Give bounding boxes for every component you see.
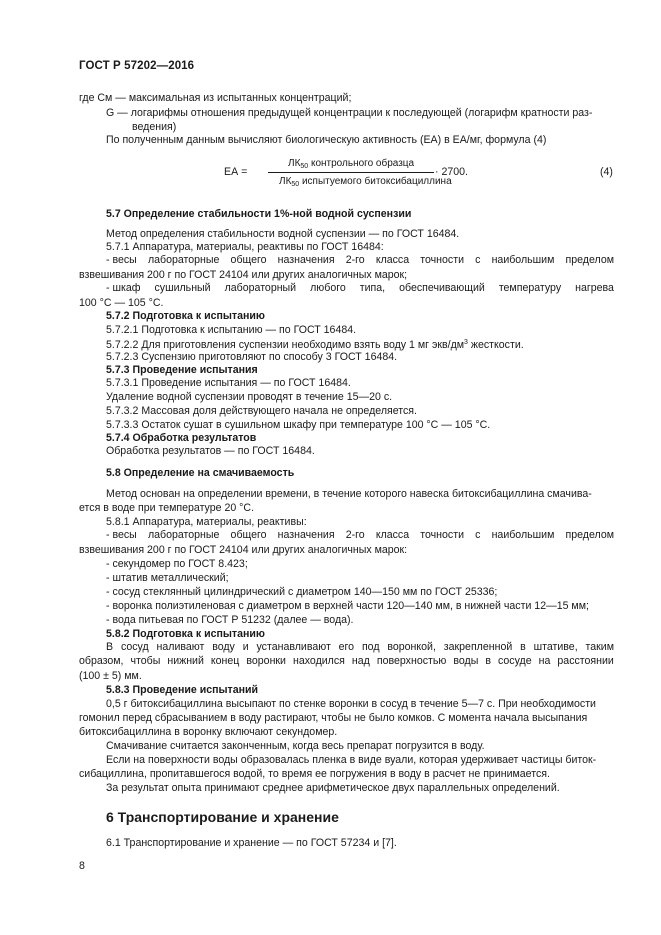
- page-number: 8: [79, 860, 85, 872]
- list-item: - штатив металлический;: [106, 572, 229, 584]
- list-item: - секундомер по ГОСТ 8.423;: [106, 558, 248, 570]
- formula-numerator: $ЛК_{50}$ контрольного образца: [288, 158, 415, 170]
- where-g-line1: G — логарифмы отношения предыдущей концентрации к последующей (логарифм кратности раз-: [106, 107, 593, 119]
- s5723: 5.7.2.3 Суспензию приготовляют по способу 3 ГОСТ 16484.: [106, 351, 398, 363]
- s58-scales-line1: - весы лабораторные общего назначения 2-го класса точности с наибольшим пределом: [106, 529, 614, 541]
- list-item: - сосуд стеклянный цилиндрический с диаметром 140—150 мм по ГОСТ 25336;: [106, 586, 498, 598]
- s5722: 5.7.2.2 Для приготовления суспензии необходимо взять воду 1 мг экв/$дм^3$ жесткости.: [106, 339, 524, 351]
- formula-denominator: $ЛК_{50}$ испытуемого битоксибациллина: [279, 176, 452, 188]
- subsection-5-8-3-title: 5.8.3 Проведение испытаний: [106, 684, 259, 696]
- s582-line3: (100 ± 5) мм.: [79, 670, 142, 682]
- s581: 5.8.1 Аппаратура, материалы, реактивы:: [106, 516, 307, 528]
- s582-line1: В сосуд наливают воду и устанавливают его под воронкой, закрепленной в штативе, таким: [106, 641, 614, 653]
- formula-multiplier: · 2700.: [435, 166, 468, 178]
- s5732: 5.7.3.2 Массовая доля действующего начала не определяется.: [106, 405, 417, 417]
- s57-oven-line2: 100 °С — 105 °С.: [79, 297, 164, 309]
- s583-r3: битоксибациллина в воронку включают секундомер.: [79, 726, 338, 738]
- subsection-5-7-4-title: 5.7.4 Обработка результатов: [106, 432, 257, 444]
- s583-r7: За результат опыта принимают среднее арифметическое двух параллельных определений.: [106, 782, 560, 794]
- s574: Обработка результатов — по ГОСТ 16484.: [106, 445, 315, 457]
- formula-fraction-bar: [268, 172, 434, 173]
- list-item: - воронка полиэтиленовая с диаметром в верхней части 120—140 мм, в нижней части 12—15 мм;: [106, 600, 589, 612]
- document-header: ГОСТ Р 57202—2016: [79, 60, 195, 72]
- s583-r2: гомонил перед сбрасыванием в воду растирают, чтобы не было комков. С момента начала высыпания: [79, 712, 588, 724]
- subsection-5-7-3-title: 5.7.3 Проведение испытания: [106, 364, 258, 376]
- s583-r1: 0,5 г битоксибациллина высыпают по стенке воронки в сосуд в течение 5—7 с. При необходимости: [106, 698, 596, 710]
- section-5-7-title: 5.7 Определение стабильности 1%-ной водной суспензии: [106, 208, 412, 220]
- where-g-line2: ведения): [132, 121, 177, 133]
- s583-r6: сибациллина, пропитавшегося водой, то время ее погружения в воду в расчет не принимается.: [79, 768, 550, 780]
- s5731: 5.7.3.1 Проведение испытания — по ГОСТ 16484.: [106, 377, 351, 389]
- list-item: - вода питьевая по ГОСТ Р 51232 (далее — вода).: [106, 614, 354, 626]
- s5733: 5.7.3.3 Остаток сушат в сушильном шкафу при температуре 100 °С — 105 °С.: [106, 419, 491, 431]
- subsection-5-7-2-title: 5.7.2 Подготовка к испытанию: [106, 310, 265, 322]
- s58-scales-line2: взвешивания 200 г по ГОСТ 24104 или других аналогичных марок:: [79, 544, 408, 556]
- s57-p1: Метод определения стабильности водной суспензии — по ГОСТ 16484.: [106, 228, 460, 240]
- s58-method-line1: Метод основан на определении времени, в течение которого навеска битоксибациллина смачива-: [106, 488, 592, 500]
- subsection-5-8-2-title: 5.8.2 Подготовка к испытанию: [106, 628, 265, 640]
- s583-r4: Смачивание считается законченным, когда весь препарат погрузится в воду.: [106, 740, 485, 752]
- s5721: 5.7.2.1 Подготовка к испытанию — по ГОСТ 16484.: [106, 324, 357, 336]
- formula-number: (4): [600, 166, 613, 178]
- s582-line2: образом, чтобы нижний конец воронки находился над поверхностью воды в сосуде на расстоянии: [79, 655, 614, 667]
- s5731b: Удаление водной суспензии проводят в течение 15—20 с.: [106, 391, 393, 403]
- s57-scales-line2: взвешивания 200 г по ГОСТ 24104 или других аналогичных марок;: [79, 269, 408, 281]
- s57-oven-line1: - шкаф сушильный лабораторный любого типа, обеспечивающий температуру нагрева: [106, 282, 614, 294]
- s57-scales-line1: - весы лабораторные общего назначения 2-го класса точности с наибольшим пределом: [106, 254, 614, 266]
- s57-p2: 5.7.1 Аппаратура, материалы, реактивы по ГОСТ 16484:: [106, 241, 384, 253]
- formula-lhs: ЕА =: [224, 166, 248, 178]
- s58-method-line2: ется в воде при температуре 20 °С.: [79, 502, 255, 514]
- section-5-8-title: 5.8 Определение на смачиваемость: [106, 467, 295, 479]
- s61: 6.1 Транспортирование и хранение — по ГОСТ 57234 и [7].: [106, 837, 397, 849]
- section-6-title: 6 Транспортирование и хранение: [106, 809, 339, 825]
- s583-r5: Если на поверхности воды образовалась пленка в виде вуали, которая удерживает частицы биток-: [106, 754, 597, 766]
- where-cm: где Cм — максимальная из испытанных концентраций;: [79, 92, 352, 104]
- formula-intro: По полученным данным вычисляют биологическую активность (ЕА) в ЕА/мг, формула (4): [106, 134, 547, 146]
